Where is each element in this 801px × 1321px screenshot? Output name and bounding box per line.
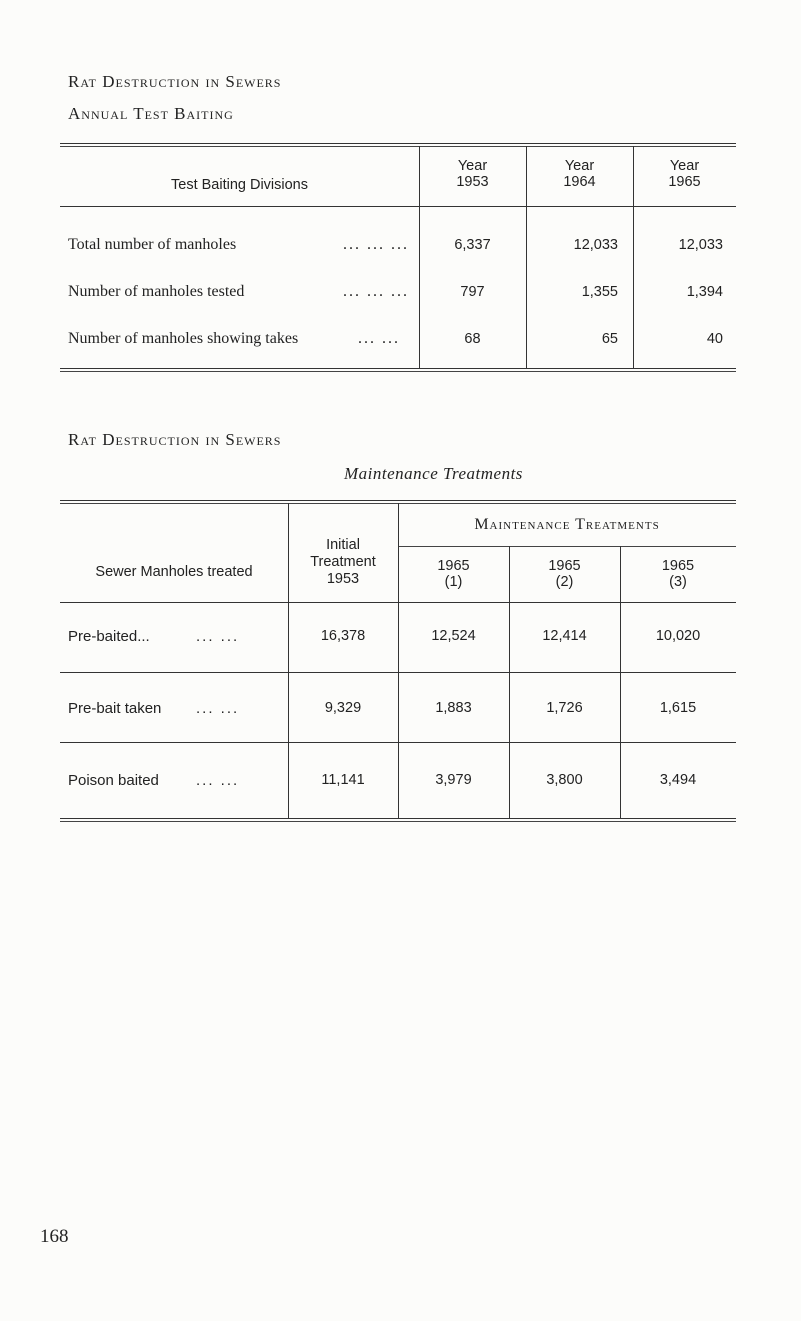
table-col-divider — [398, 503, 399, 818]
col-header-initial-treatment: Initial Treatment 1953 — [310, 537, 376, 587]
table-cell: 16,378 — [320, 628, 366, 644]
table-rule-top — [60, 500, 736, 501]
table-row-label: Pre-baited... ... ... — [68, 628, 240, 645]
table-row-label: Total number of manholes ... ... ... — [68, 236, 409, 253]
group-header-maintenance: Maintenance Treatments — [474, 516, 660, 533]
table-cell: 1,883 — [435, 700, 472, 716]
table-cell: 12,414 — [542, 628, 587, 644]
table-rule-bottom — [60, 818, 736, 819]
table-cell: 1,355 — [581, 284, 618, 300]
table-cell: 9,329 — [324, 700, 362, 716]
group-header-rule — [398, 546, 736, 547]
table-cell: 1,726 — [546, 700, 583, 716]
table-cell: 797 — [460, 284, 485, 300]
table-cell: 40 — [706, 331, 723, 347]
table-row-label: Poison baited ... ... — [68, 772, 240, 789]
page-number: 168 — [40, 1226, 69, 1247]
col-header-manholes: Sewer Manholes treated — [95, 564, 253, 580]
col-header-year-1953: Year 1953 — [456, 158, 489, 190]
subcol-header-2: 1965 (2) — [548, 558, 581, 590]
table-cell: 3,800 — [546, 772, 583, 788]
table-cell: 3,494 — [659, 772, 697, 788]
table-cell: 12,033 — [573, 237, 618, 253]
table-cell: 3,979 — [435, 772, 472, 788]
section2-title: Rat Destruction in Sewers — [68, 430, 282, 449]
table-cell: 68 — [464, 331, 481, 347]
col-header-year-1964: Year 1964 — [563, 158, 596, 190]
table-row-label: Pre-bait taken ... ... — [68, 700, 240, 717]
table-cell: 12,524 — [431, 628, 476, 644]
subcol-header-3: 1965 (3) — [661, 558, 695, 590]
table-cell: 10,020 — [655, 628, 701, 644]
table-row-label: Number of manholes tested ... ... ... — [68, 283, 409, 300]
section2-subtitle: Maintenance Treatments — [344, 464, 523, 483]
col-header-divisions: Test Baiting Divisions — [171, 177, 308, 193]
table-cell: 65 — [601, 331, 618, 347]
table-cell: 11,141 — [321, 772, 365, 788]
table-cell: 12,033 — [678, 237, 723, 253]
table-row-label: Number of manholes showing takes ... ... — [68, 330, 400, 347]
col-header-year-1965: Year 1965 — [668, 158, 701, 190]
subcol-header-1: 1965 (1) — [437, 558, 470, 590]
table-cell: 1,615 — [659, 700, 697, 716]
table-rule-bottom-2 — [60, 821, 736, 822]
section1-title: Rat Destruction in Sewers — [68, 72, 282, 91]
table-cell: 1,394 — [686, 284, 723, 300]
table-cell: 6,337 — [454, 237, 491, 253]
section1-subtitle: Annual Test Baiting — [68, 104, 234, 123]
